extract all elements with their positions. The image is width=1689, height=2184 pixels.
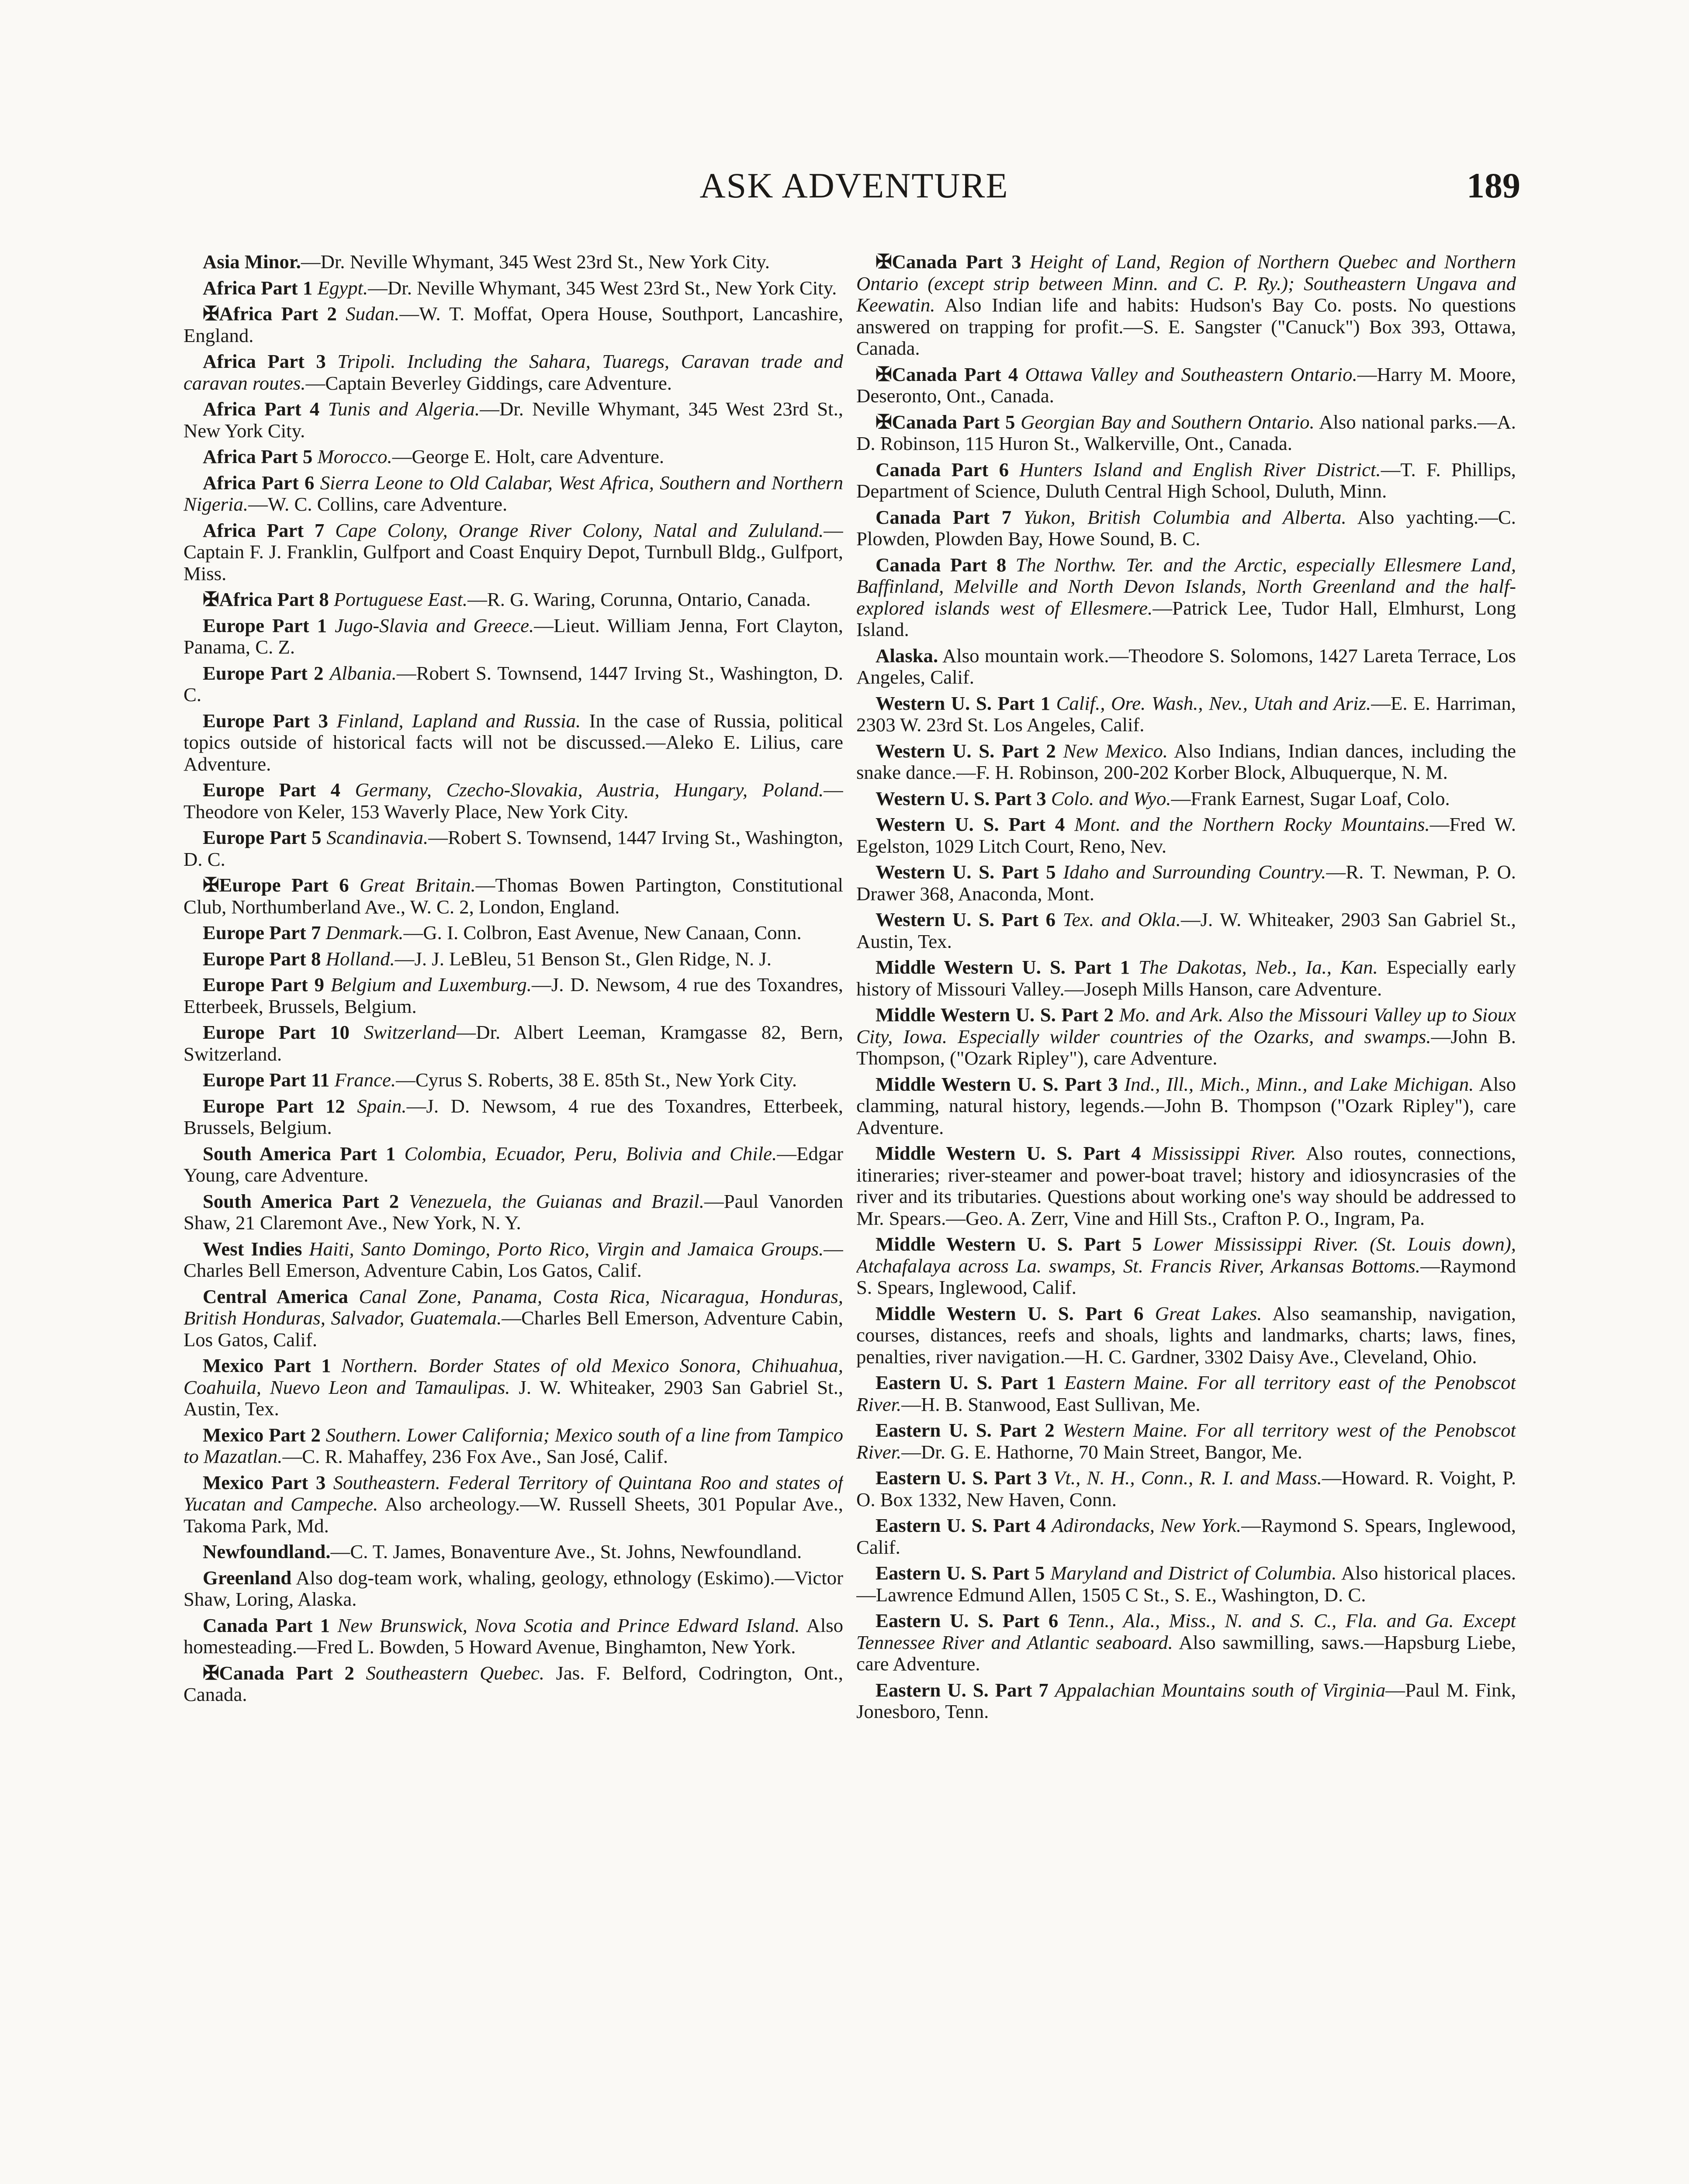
contact-text: —John B. Thompson, ("Ozark Ripley"), care Adventure.: [856, 1025, 1516, 1069]
directory-entry: [856, 411, 1516, 455]
region-heading: Africa Part 2: [219, 303, 337, 325]
contact-text: Especially early history of Missouri Valley.—Joseph Mills Hanson, care Adventure.: [856, 956, 1516, 1000]
contact-text: —Howard. R. Voight, P. O. Box 1332, New Haven, Conn.: [856, 1467, 1516, 1510]
contact-text: —Robert S. Townsend, 1447 Irving St., Washington, D. C.: [183, 662, 843, 705]
topic-text: Great Lakes.: [1155, 1302, 1262, 1324]
contact-text: Also dog-team work, whaling, geology, ethnology (Eskimo).—Victor Shaw, Loring, Alaska.: [183, 1566, 843, 1610]
contact-text: —H. B. Stanwood, East Sullivan, Me.: [901, 1393, 1201, 1415]
contact-text: —J. D. Newsom, 4 rue des Toxandres, Etterbeek, Brussels, Belgium.: [183, 1095, 843, 1138]
directory-entry: [183, 351, 843, 394]
topic-text: Spain.: [357, 1095, 407, 1117]
contact-text: —Charles Bell Emerson, Adventure Cabin, Los Gatos, Calif.: [183, 1237, 843, 1281]
directory-entry: [856, 957, 1516, 1000]
directory-entry: [183, 1069, 843, 1091]
contact-text: —Raymond S. Spears, Inglewood, Calif.: [856, 1254, 1516, 1298]
topic-text: Germany, Czecho-Slovakia, Austria, Hungary, Poland.: [355, 779, 824, 801]
contact-text: —C. T. James, Bonaventure Ave., St. Johns, Newfoundland.: [330, 1541, 802, 1562]
topic-text: France.: [334, 1069, 396, 1091]
region-heading: Western U. S. Part 3: [876, 787, 1046, 809]
topic-text: Eastern Maine. For all territory east of the Penobscot River.: [856, 1372, 1516, 1415]
directory-entry: [183, 277, 843, 299]
contact-text: —Charles Bell Emerson, Adventure Cabin, Los Gatos, Calif.: [183, 1307, 843, 1351]
region-heading: Europe Part 4: [203, 779, 341, 801]
directory-entry: [856, 1004, 1516, 1069]
contact-text: —Paul M. Fink, Jonesboro, Tenn.: [856, 1679, 1516, 1722]
region-heading: Europe Part 12: [203, 1095, 345, 1117]
directory-entry: [183, 1095, 843, 1139]
region-heading: Middle Western U. S. Part 2: [876, 1004, 1114, 1026]
region-heading: Eastern U. S. Part 2: [876, 1419, 1055, 1441]
directory-entry: [183, 1567, 843, 1610]
cross-icon: ✠: [876, 251, 892, 273]
region-heading: Eastern U. S. Part 3: [876, 1467, 1047, 1489]
contact-text: —Captain Beverley Giddings, care Adventure.: [305, 372, 672, 394]
directory-entry: [183, 398, 843, 442]
directory-entry: [856, 1372, 1516, 1415]
region-heading: Africa Part 8: [219, 588, 329, 610]
region-heading: Western U. S. Part 5: [876, 861, 1056, 883]
region-heading: Canada Part 6: [876, 458, 1009, 480]
region-heading: Europe Part 9: [203, 974, 324, 995]
contact-text: —J. W. Whiteaker, 2903 San Gabriel St., Austin, Tex.: [856, 909, 1516, 952]
contact-text: —Dr. Neville Whymant, 345 West 23rd St., New York City.: [368, 276, 837, 299]
contact-text: —Theodore von Keler, 153 Waverly Place, New York City.: [183, 779, 843, 822]
directory-entry: [856, 1143, 1516, 1229]
region-heading: Canada Part 3: [892, 251, 1021, 273]
contact-text: —Harry M. Moore, Deseronto, Ont., Canada.: [856, 363, 1516, 407]
topic-text: Tenn., Ala., Miss., N. and S. C., Fla. and Ga. Except Tennessee River and Atlantic seaboard.: [856, 1610, 1516, 1653]
directory-entry: [183, 589, 843, 611]
topic-text: Ottawa Valley and Southeastern Ontario.: [1025, 363, 1357, 385]
contact-text: —J. J. LeBleu, 51 Benson St., Glen Ridge, N. J.: [395, 947, 772, 970]
directory-entry: [183, 1143, 843, 1186]
region-heading: Canada Part 4: [892, 363, 1018, 385]
region-heading: Eastern U. S. Part 4: [876, 1514, 1046, 1536]
topic-text: Yukon, British Columbia and Alberta.: [1023, 506, 1346, 528]
region-heading: Africa Part 4: [203, 398, 320, 420]
region-heading: Central America: [203, 1285, 348, 1307]
topic-text: Lower Mississippi River. (St. Louis down), Atchafalaya across La. swamps, St. Francis River, Arkansas Bottoms.: [856, 1233, 1516, 1277]
topic-text: Western Maine. For all territory west of the Penobscot River.: [856, 1419, 1516, 1463]
cross-icon: ✠: [203, 303, 219, 325]
topic-text: Portuguese East.: [334, 588, 468, 610]
directory-entry: [856, 507, 1516, 550]
directory-entry: [856, 1467, 1516, 1510]
contact-text: —Paul Vanorden Shaw, 21 Claremont Ave., New York, N. Y.: [183, 1190, 843, 1234]
page-number: 189: [1467, 166, 1520, 205]
region-heading: Canada Part 2: [219, 1662, 354, 1684]
topic-text: Tunis and Algeria.: [328, 398, 480, 420]
contact-text: —George E. Holt, care Adventure.: [392, 446, 665, 467]
contact-text: —C. R. Mahaffey, 236 Fox Ave., San José, Calif.: [282, 1445, 668, 1467]
cross-icon: ✠: [876, 363, 892, 385]
region-heading: Europe Part 7: [203, 922, 321, 943]
contact-text: —J. D. Newsom, 4 rue des Toxandres, Etterbeek, Brussels, Belgium.: [183, 974, 843, 1017]
region-heading: Middle Western U. S. Part 5: [876, 1233, 1142, 1255]
topic-text: Venezuela, the Guianas and Brazil.: [408, 1190, 704, 1212]
directory-entry: [183, 974, 843, 1017]
cross-icon: ✠: [876, 411, 892, 433]
region-heading: Canada Part 5: [892, 411, 1015, 433]
topic-text: Switzerland: [363, 1021, 457, 1043]
topic-text: Belgium and Luxemburg.: [330, 974, 532, 995]
contact-text: —E. E. Harriman, 2303 W. 23rd St. Los Angeles, Calif.: [856, 692, 1516, 736]
topic-text: Sudan.: [346, 303, 400, 325]
contact-text: —Cyrus S. Roberts, 38 E. 85th St., New York City.: [396, 1069, 797, 1091]
contact-text: —Patrick Lee, Tudor Hall, Elmhurst, Long Island.: [856, 597, 1516, 640]
region-heading: Eastern U. S. Part 6: [876, 1610, 1059, 1631]
region-heading: Africa Part 1: [203, 276, 313, 299]
directory-entry: [856, 1610, 1516, 1675]
contact-text: —Raymond S. Spears, Inglewood, Calif.: [856, 1514, 1516, 1558]
directory-entry: [183, 1424, 843, 1468]
directory-entry: [856, 1679, 1516, 1723]
region-heading: Mexico Part 3: [203, 1471, 326, 1493]
contact-text: —Fred W. Egelston, 1029 Litch Court, Reno, Nev.: [856, 813, 1516, 857]
region-heading: Africa Part 5: [203, 446, 313, 467]
contact-text: —G. I. Colbron, East Avenue, New Canaan, Conn.: [403, 922, 802, 943]
directory-entry: [856, 740, 1516, 784]
region-heading: Eastern U. S. Part 5: [876, 1562, 1045, 1584]
topic-text: Colombia, Ecuador, Peru, Bolivia and Chile.: [404, 1142, 777, 1165]
topic-text: Morocco.: [317, 446, 392, 467]
topic-text: New Brunswick, Nova Scotia and Prince Edward Island.: [337, 1614, 800, 1636]
topic-text: Haiti, Santo Domingo, Porto Rico, Virgin and Jamaica Groups.: [309, 1237, 824, 1260]
contact-text: —W. C. Collins, care Adventure.: [248, 493, 508, 515]
contact-text: Jas. F. Belford, Codrington, Ont., Canada.: [183, 1662, 843, 1705]
region-heading: Middle Western U. S. Part 6: [876, 1302, 1144, 1324]
topic-text: Mississippi River.: [1152, 1142, 1296, 1164]
directory-entry: [183, 827, 843, 870]
topic-text: Southern. Lower California; Mexico south of a line from Tampico to Mazatlan.: [183, 1424, 843, 1467]
directory-entry: [183, 663, 843, 706]
topic-text: Sierra Leone to Old Calabar, West Africa, Southern and Northern Nigeria.: [183, 471, 843, 515]
cross-icon: ✠: [203, 874, 219, 896]
contact-text: J. W. Whiteaker, 2903 San Gabriel St., Austin, Tex.: [183, 1376, 843, 1420]
topic-text: Cape Colony, Orange River Colony, Natal and Zululand.: [335, 519, 824, 541]
region-heading: Africa Part 3: [203, 350, 326, 372]
region-heading: Europe Part 11: [203, 1069, 330, 1091]
right-column: [856, 251, 1516, 2184]
topic-text: Appalachian Mountains south of Virginia: [1055, 1679, 1386, 1701]
contact-text: Also sawmilling, saws.—Hapsburg Liebe, care Adventure.: [856, 1631, 1516, 1675]
directory-entry: [856, 251, 1516, 359]
directory-entry: [856, 693, 1516, 736]
directory-entry: [856, 1234, 1516, 1299]
region-heading: Europe Part 10: [203, 1021, 350, 1043]
directory-entry: [183, 1615, 843, 1658]
contact-text: Also national parks.—A. D. Robinson, 115 Huron St., Walkerville, Ont., Canada.: [856, 411, 1516, 454]
region-heading: Western U. S. Part 4: [876, 813, 1065, 835]
topic-text: Calif., Ore. Wash., Nev., Utah and Ariz.: [1056, 692, 1371, 714]
page-title: ASK ADVENTURE: [699, 166, 1009, 205]
region-heading: Africa Part 6: [203, 471, 315, 494]
left-column: [183, 251, 843, 2184]
directory-entry: [183, 874, 843, 918]
topic-text: Great Britain.: [360, 874, 476, 896]
directory-entry: [856, 554, 1516, 641]
contact-text: Also yachting.—C. Plowden, Plowden Bay, Howe Sound, B. C.: [856, 506, 1516, 549]
contact-text: Also routes, connections, itineraries; river-steamer and power-boat travel; history and idiosyncrasies of the river and its tributaries. Questions about working one's way should be addressed to Mr. Spears.—Geo. A. Zerr, Vine and Hill Sts., Crafton P. O., Ingram, Pa.: [856, 1142, 1516, 1229]
topic-text: Scandinavia.: [326, 826, 429, 848]
directory-entry: [183, 1286, 843, 1351]
topic-text: Tripoli. Including the Sahara, Tuaregs, Caravan trade and caravan routes.: [183, 350, 843, 394]
directory-entry: [183, 1472, 843, 1537]
region-heading: Asia Minor.: [203, 251, 301, 273]
region-heading: Mexico Part 2: [203, 1424, 321, 1446]
topic-text: Northern. Border States of old Mexico Sonora, Chihuahua, Coahuila, Nuevo Leon and Tamaulipas.: [183, 1355, 843, 1398]
directory-entry: [856, 1074, 1516, 1139]
contact-text: —R. T. Newman, P. O. Drawer 368, Anaconda, Mont.: [856, 861, 1516, 905]
region-heading: Middle Western U. S. Part 1: [876, 956, 1130, 978]
topic-text: Ind., Ill., Mich., Minn., and Lake Michigan.: [1124, 1073, 1474, 1095]
contact-text: Also clamming, natural history, legends.—John B. Thompson ("Ozark Ripley"), care Adventure.: [856, 1073, 1516, 1138]
contact-text: —R. G. Waring, Corunna, Ontario, Canada.: [467, 588, 811, 610]
page-header: [188, 164, 1520, 216]
contact-text: —Dr. Neville Whymant, 345 West 23rd St., New York City.: [183, 398, 843, 442]
directory-entry: [856, 1420, 1516, 1463]
directory-entry: [183, 615, 843, 658]
directory-entry: [856, 788, 1516, 810]
topic-text: Adirondacks, New York.: [1052, 1514, 1242, 1536]
contact-text: —Dr. Neville Whymant, 345 West 23rd St., New York City.: [301, 251, 770, 273]
directory-entry: [856, 364, 1516, 407]
directory-entry: [183, 1238, 843, 1282]
topic-text: Colo. and Wyo.: [1051, 787, 1171, 809]
directory-entry: [183, 1662, 843, 1706]
topic-text: Egypt.: [317, 276, 368, 299]
directory-entry: [856, 814, 1516, 857]
contact-text: —Frank Earnest, Sugar Loaf, Colo.: [1171, 787, 1450, 809]
region-heading: Europe Part 1: [203, 614, 327, 636]
topic-text: Denmark.: [325, 922, 404, 943]
contact-text: Also Indian life and habits: Hudson's Bay Co. posts. No questions answered on trapping for profit.—S. E. Sangster ("Canuck") Box 393, Ottawa, Canada.: [856, 294, 1516, 359]
directory-entry: [183, 1191, 843, 1234]
region-heading: South America Part 2: [203, 1190, 399, 1212]
region-heading: Western U. S. Part 2: [876, 740, 1056, 762]
directory-entry: [856, 861, 1516, 905]
region-heading: Canada Part 1: [203, 1614, 330, 1636]
directory-entry: [183, 1022, 843, 1065]
contact-text: Also seamanship, navigation, courses, distances, reefs and shoals, lights and landmarks, charts; laws, fines, penalties, river navigation.—H. C. Gardner, 3302 Daisy Ave., Cleveland, Ohio.: [856, 1302, 1516, 1368]
topic-text: Canal Zone, Panama, Costa Rica, Nicaragua, Honduras, British Honduras, Salvador, Guatemala.: [183, 1285, 843, 1329]
topic-text: The Northw. Ter. and the Arctic, especially Ellesmere Land, Baffinland, Melville and North Devon Islands, North Greenland and the half-explored islands west of Ellesmere.: [856, 553, 1516, 619]
topic-text: Hunters Island and English River District.: [1019, 458, 1381, 480]
directory-entry: [856, 645, 1516, 688]
region-heading: Middle Western U. S. Part 4: [876, 1142, 1141, 1164]
directory-entry: [183, 779, 843, 822]
region-heading: Europe Part 2: [203, 662, 324, 684]
contact-text: —Edgar Young, care Adventure.: [183, 1142, 843, 1186]
directory-entry: [183, 251, 843, 273]
region-heading: Eastern U. S. Part 1: [876, 1372, 1056, 1393]
contact-text: Also homesteading.—Fred L. Bowden, 5 Howard Avenue, Binghamton, New York.: [183, 1614, 843, 1658]
directory-entry: [183, 948, 843, 970]
directory-entry: [856, 909, 1516, 952]
directory-entry: [183, 446, 843, 468]
directory-entry: [183, 1355, 843, 1420]
region-heading: Western U. S. Part 6: [876, 909, 1056, 930]
directory-entry: [183, 922, 843, 944]
topic-text: Holland.: [325, 947, 395, 970]
region-heading: Eastern U. S. Part 7: [876, 1679, 1049, 1701]
contact-text: Also Indians, Indian dances, including the snake dance.—F. H. Robinson, 200-202 Korber Block, Albuquerque, N. M.: [856, 740, 1516, 783]
contact-text: —Robert S. Townsend, 1447 Irving St., Washington, D. C.: [183, 826, 843, 870]
contact-text: —Dr. G. E. Hathorne, 70 Main Street, Bangor, Me.: [901, 1441, 1302, 1463]
contact-text: Also mountain work.—Theodore S. Solomons, 1427 Lareta Terrace, Los Angeles, Calif.: [856, 644, 1516, 688]
region-heading: Europe Part 5: [203, 826, 322, 848]
topic-text: Idaho and Surrounding Country.: [1063, 861, 1326, 883]
region-heading: Europe Part 3: [203, 709, 328, 732]
region-heading: Newfoundland.: [203, 1541, 331, 1562]
contact-text: —W. T. Moffat, Opera House, Southport, Lancashire, England.: [183, 303, 843, 346]
region-heading: Europe Part 8: [203, 947, 321, 970]
topic-text: Jugo-Slavia and Greece.: [335, 614, 534, 636]
region-heading: Mexico Part 1: [203, 1355, 331, 1376]
topic-text: Southeastern Quebec.: [366, 1662, 544, 1684]
topic-text: Finland, Lapland and Russia.: [336, 709, 581, 732]
directory-entry: [856, 1562, 1516, 1606]
topic-text: Albania.: [329, 662, 397, 684]
contact-text: —Thomas Bowen Partington, Constitutional Club, Northumberland Ave., W. C. 2, London, England.: [183, 874, 843, 918]
directory-entry: [183, 472, 843, 515]
topic-text: Southeastern. Federal Territory of Quintana Roo and states of Yucatan and Campeche.: [183, 1471, 843, 1515]
contact-text: In the case of Russia, political topics outside of historical facts will not be discussed.—Aleko E. Lilius, care Adventure.: [183, 709, 843, 775]
region-heading: Africa Part 7: [203, 519, 325, 541]
directory-entry: [856, 1303, 1516, 1368]
region-heading: South America Part 1: [203, 1142, 396, 1165]
topic-text: New Mexico.: [1063, 740, 1168, 762]
directory-entry: [183, 303, 843, 346]
topic-text: Vt., N. H., Conn., R. I. and Mass.: [1053, 1467, 1322, 1489]
contact-text: —Lieut. William Jenna, Fort Clayton, Panama, C. Z.: [183, 614, 843, 658]
topic-text: Height of Land, Region of Northern Quebec and Northern Ontario (except strip between Minn. and C. P. Ry.); Southeastern Ungava and Keewatin.: [856, 251, 1516, 316]
region-heading: Canada Part 8: [876, 553, 1007, 576]
region-heading: Middle Western U. S. Part 3: [876, 1073, 1118, 1095]
directory-entry: [856, 1515, 1516, 1558]
contact-text: —T. F. Phillips, Department of Science, Duluth Central High School, Duluth, Minn.: [856, 458, 1516, 502]
region-heading: Greenland: [203, 1566, 292, 1589]
region-heading: Western U. S. Part 1: [876, 692, 1050, 714]
directory-entry: [183, 1541, 843, 1563]
topic-text: Georgian Bay and Southern Ontario.: [1021, 411, 1315, 433]
region-heading: West Indies: [203, 1237, 302, 1260]
region-heading: Canada Part 7: [876, 506, 1012, 528]
directory-entry: [856, 459, 1516, 502]
topic-text: Maryland and District of Columbia.: [1050, 1562, 1337, 1584]
topic-text: The Dakotas, Neb., Ia., Kan.: [1139, 956, 1378, 978]
region-heading: Alaska.: [876, 644, 938, 667]
contact-text: —Dr. Albert Leeman, Kramgasse 82, Bern, Switzerland.: [183, 1021, 843, 1065]
contact-text: Also historical places.—Lawrence Edmund Allen, 1505 C St., S. E., Washington, D. C.: [856, 1562, 1516, 1606]
region-heading: Europe Part 6: [219, 874, 349, 896]
topic-text: Mo. and Ark. Also the Missouri Valley up to Sioux City, Iowa. Especially wilder countries of the Ozarks, and swamps.: [856, 1004, 1516, 1047]
contact-text: Also archeology.—W. Russell Sheets, 301 Popular Ave., Takoma Park, Md.: [183, 1493, 843, 1537]
topic-text: Mont. and the Northern Rocky Mountains.: [1074, 813, 1430, 835]
contact-text: —Captain F. J. Franklin, Gulfport and Coast Enquiry Depot, Turnbull Bldg., Gulfport, Miss.: [183, 519, 843, 584]
directory-entry: [183, 520, 843, 585]
cross-icon: ✠: [203, 1662, 219, 1684]
cross-icon: ✠: [203, 588, 219, 610]
directory-entry: [183, 710, 843, 775]
topic-text: Tex. and Okla.: [1063, 909, 1181, 930]
